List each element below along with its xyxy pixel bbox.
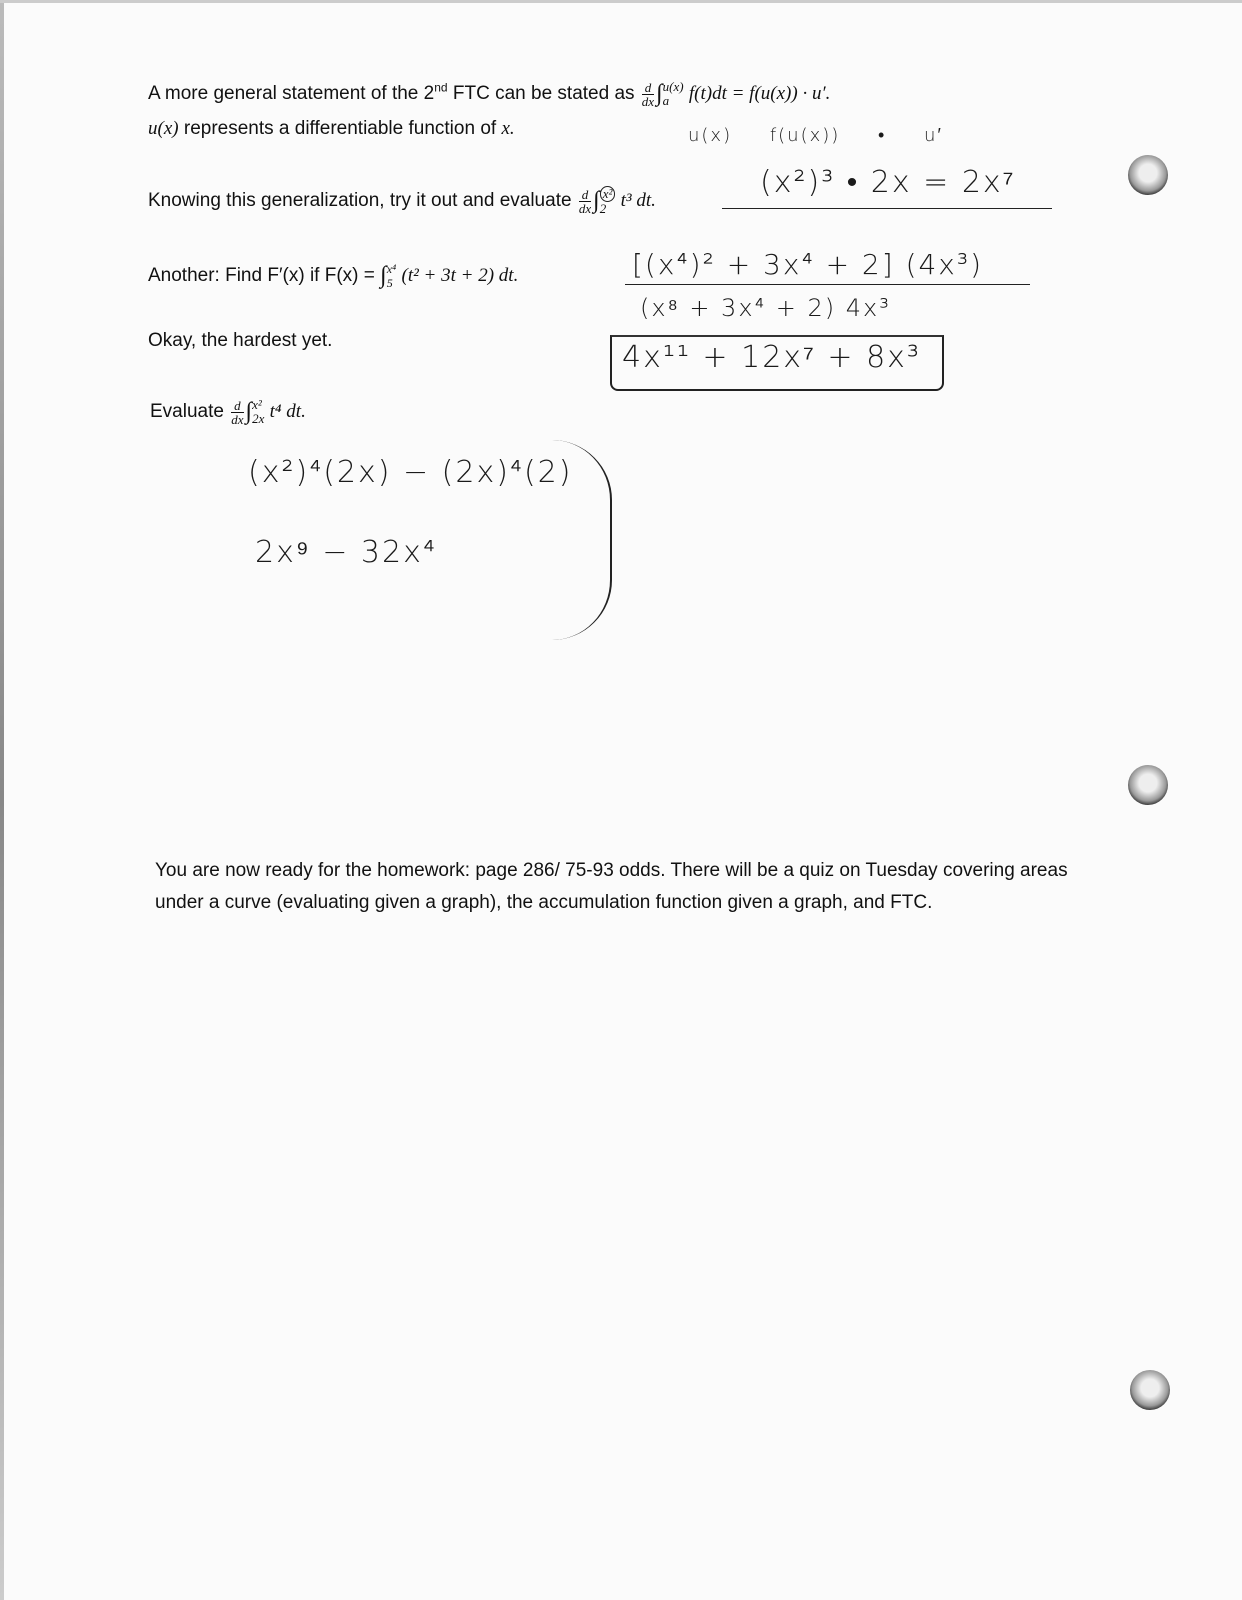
answer-line — [625, 284, 1030, 285]
intro-text: A more general statement of the 2 — [148, 83, 435, 105]
intro-statement — [148, 80, 830, 108]
upper-limit: x⁴ — [386, 262, 397, 276]
q2-text: Another: Find F′(x) if F(x) = — [148, 265, 375, 287]
integral-sign: ∫ — [593, 187, 600, 214]
punch-hole-bottom — [1130, 1370, 1170, 1410]
answer-line — [722, 208, 1052, 209]
homework-line-1: You are now ready for the homework: page 286/ 75-93 odds. There will be a quiz on Tuesday covering areas — [155, 860, 1068, 881]
x-var: x. — [501, 118, 515, 139]
lower-limit: 5 — [386, 276, 393, 290]
derivative-operator — [231, 399, 243, 426]
lower-limit: 2x — [252, 411, 265, 426]
q3-work-1: (x²)⁴(2x) − (2x)⁴(2) — [248, 455, 573, 490]
integrand: t³ dt. — [620, 190, 656, 212]
upper-limit-circled: x² — [600, 186, 616, 202]
intro-line2 — [148, 118, 515, 140]
d: d — [579, 188, 591, 202]
integral-sign: ∫ — [656, 80, 663, 107]
lower-limit: a — [662, 93, 670, 108]
d: d — [231, 399, 243, 413]
handwritten-annotation: u(x) f(u(x)) • u′ — [688, 125, 943, 146]
q1-text: Knowing this generalization, try it out and evaluate — [148, 190, 572, 212]
punch-hole-middle — [1128, 765, 1168, 805]
derivative-operator — [642, 81, 654, 108]
derivative-operator — [579, 188, 591, 215]
question-3 — [150, 398, 306, 426]
intro-rest: FTC can be stated as — [447, 83, 635, 105]
q3-work-2: 2x⁹ − 32x⁴ — [255, 535, 437, 570]
scan-top-edge — [0, 0, 1242, 3]
u-var: u(x) — [148, 118, 179, 139]
d: d — [642, 81, 654, 95]
handwritten-bracket — [540, 440, 612, 640]
integrand: (t² + 3t + 2) dt. — [401, 265, 519, 287]
upper-limit: u(x) — [662, 79, 684, 94]
lower-limit: 2 — [599, 201, 607, 216]
question-2 — [148, 262, 518, 290]
q2-work-1: [(x⁴)² + 3x⁴ + 2] (4x³) — [632, 248, 984, 281]
intro-sup: nd — [434, 80, 448, 95]
dx: dx — [578, 200, 592, 216]
integral-sign: ∫ — [380, 262, 387, 289]
q3-text: Evaluate — [150, 401, 224, 423]
dx: dx — [641, 93, 655, 109]
ftc-formula: f(t)dt = f(u(x)) · u′. — [688, 83, 831, 105]
upper-limit: x² — [252, 397, 262, 412]
integrand: t⁴ dt. — [269, 401, 306, 423]
question-1 — [148, 186, 656, 216]
homework-line-2: under a curve (evaluating given a graph), the accumulation function given a graph, and FTC. — [155, 892, 933, 913]
q2-answer: 4x¹¹ + 12x⁷ + 8x³ — [622, 340, 921, 375]
punch-hole-top — [1128, 155, 1168, 195]
scan-edge — [0, 0, 4, 1600]
line2-text: represents a differentiable function of — [178, 118, 502, 139]
dx: dx — [231, 411, 244, 427]
q3-lead: Okay, the hardest yet. — [148, 330, 333, 351]
q1-answer: (x²)³ • 2x = 2x⁷ — [760, 165, 1016, 200]
q2-work-2: (x⁸ + 3x⁴ + 2) 4x³ — [640, 294, 891, 322]
integral-sign: ∫ — [245, 398, 253, 425]
